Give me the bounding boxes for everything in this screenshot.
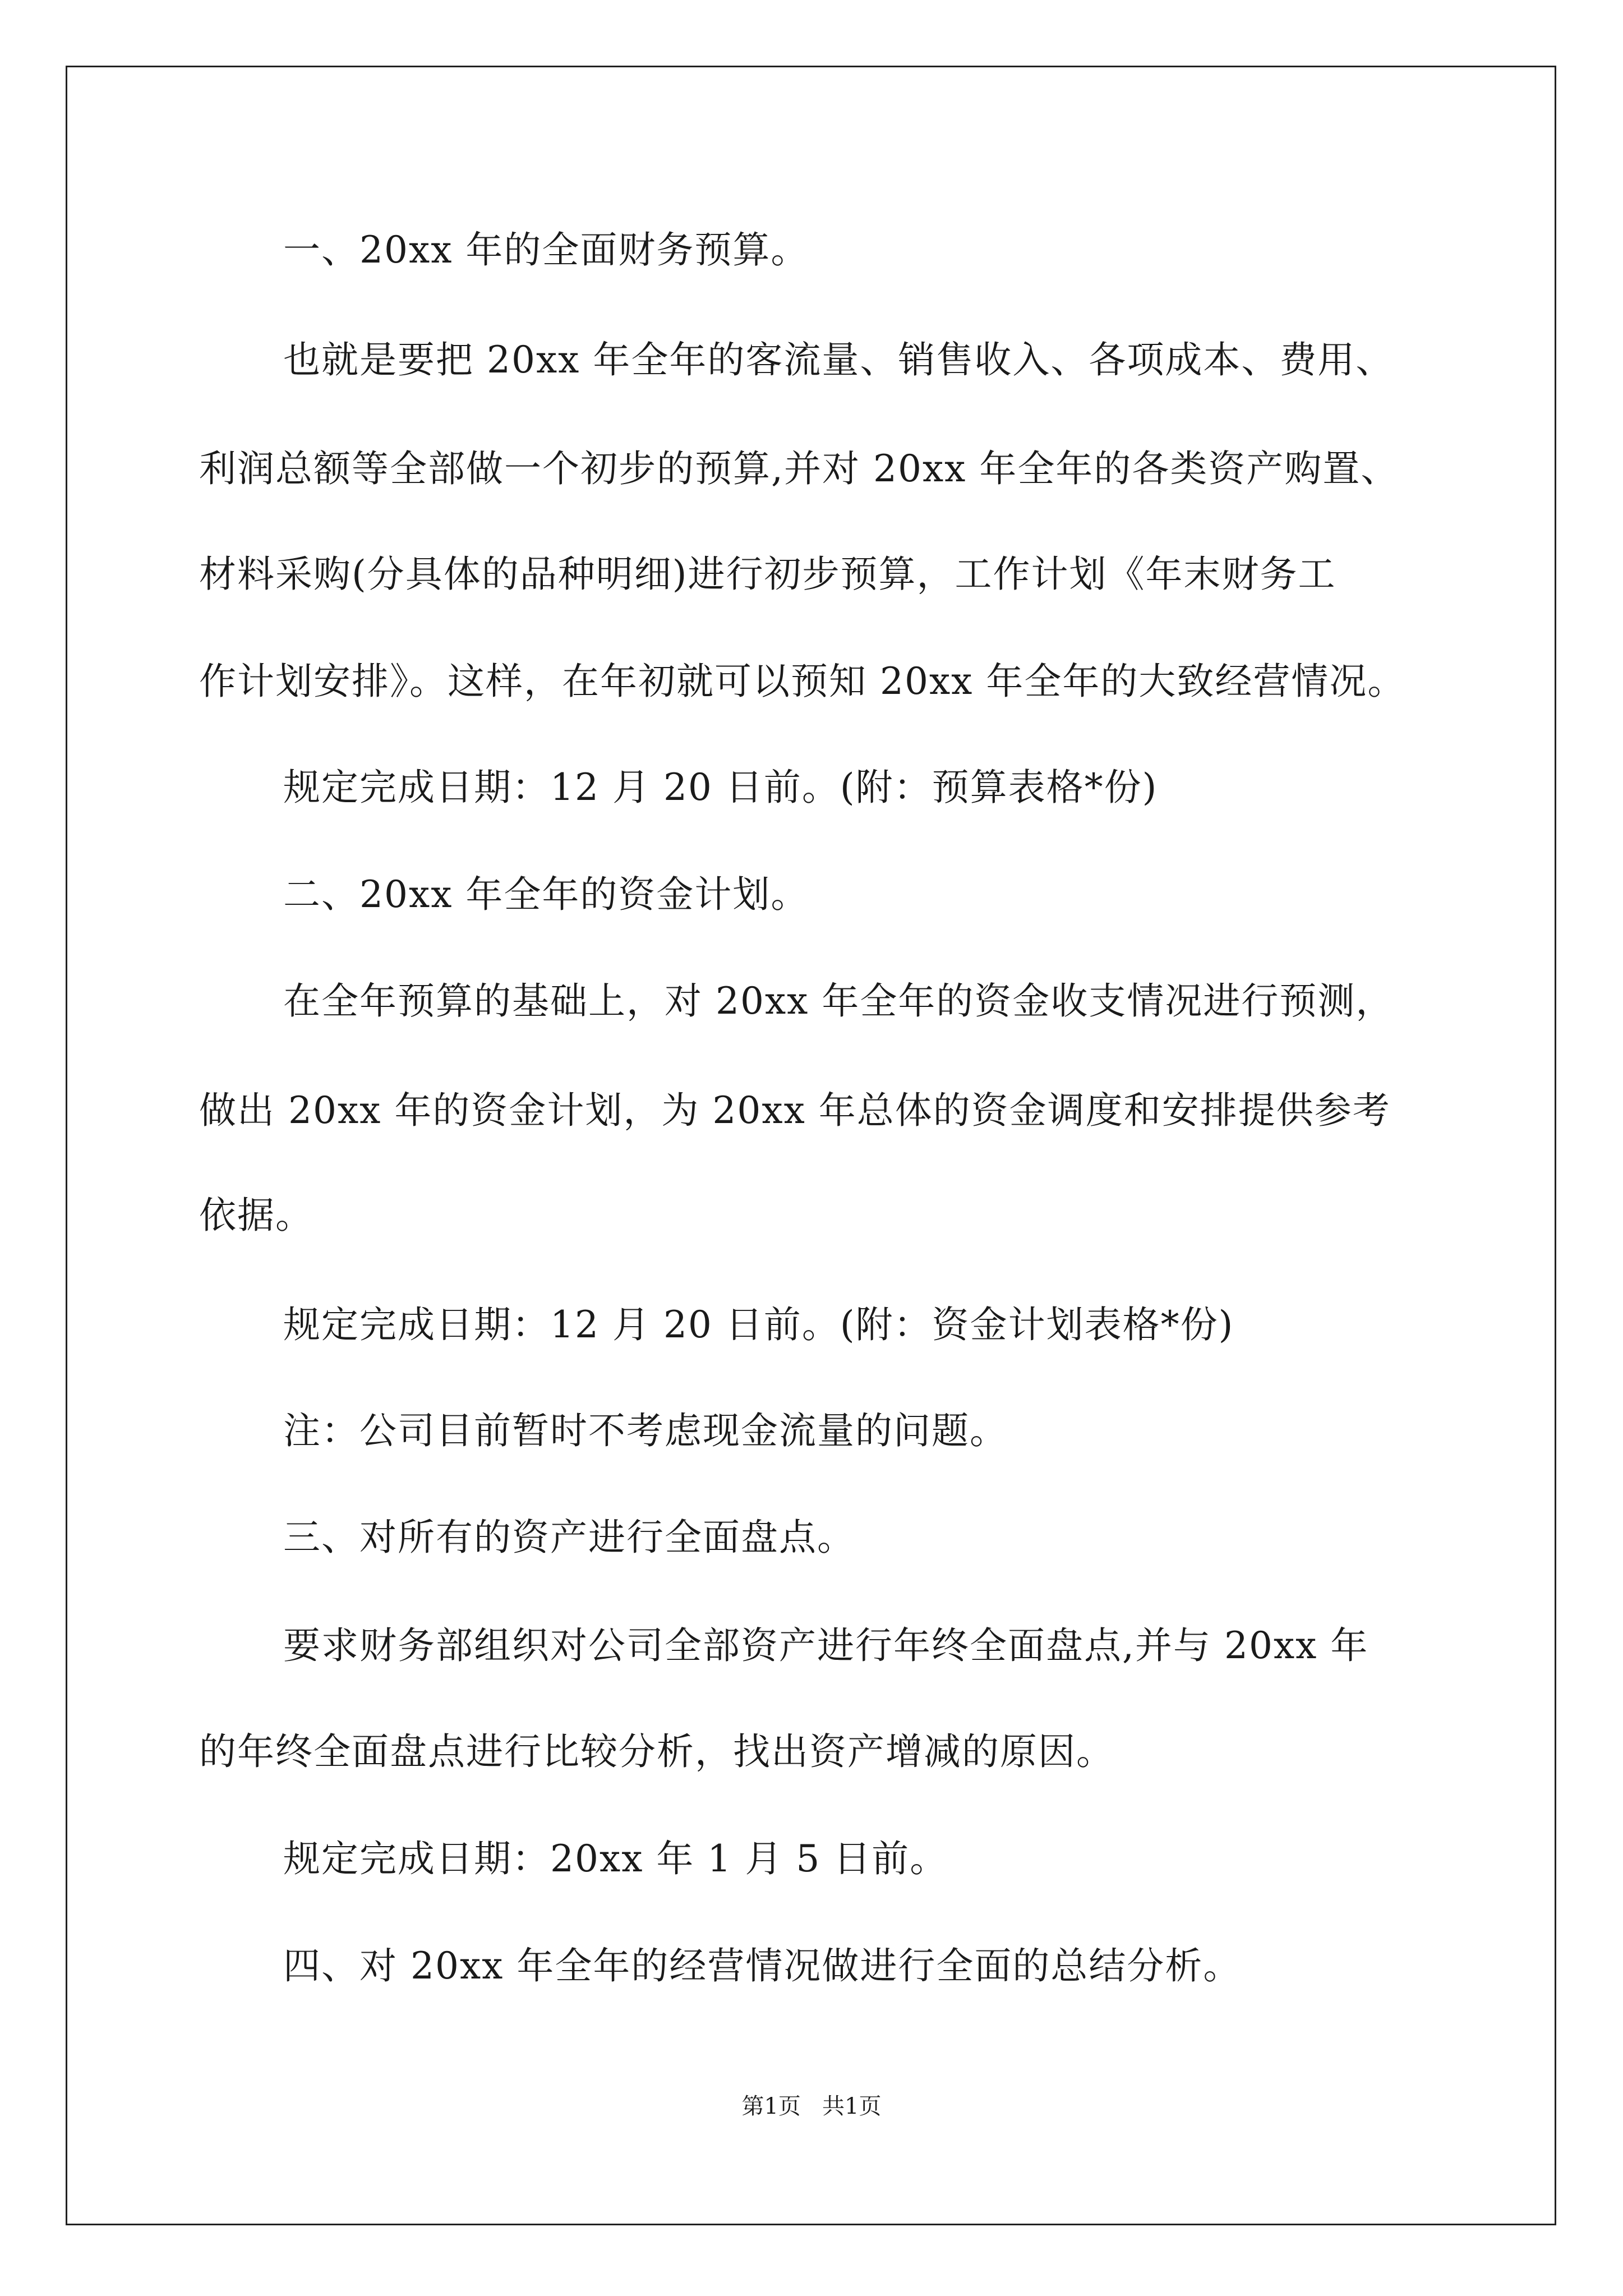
paragraph-2-line-2: 做出 20xx 年的资金计划，为 20xx 年总体的资金调度和安排提供参考 [199, 1089, 1391, 1132]
note: 注：公司目前暂时不考虑现金流量的问题。 [283, 1409, 1008, 1452]
paragraph-1-line-4: 作计划安排》。这样，在年初就可以预知 20xx 年全年的大致经营情况。 [199, 660, 1406, 703]
deadline-1: 规定完成日期：12 月 20 日前。(附：预算表格*份) [283, 766, 1158, 809]
paragraph-2-line-1: 在全年预算的基础上，对 20xx 年全年的资金收支情况进行预测， [283, 979, 1394, 1023]
paragraph-1-line-1: 也就是要把 20xx 年全年的客流量、销售收入、各项成本、费用、 [283, 338, 1394, 381]
paragraph-1-line-2: 利润总额等全部做一个初步的预算,并对 20xx 年全年的各类资产购置、 [199, 447, 1399, 490]
section-1-heading: 一、20xx 年的全面财务预算。 [283, 228, 809, 272]
paragraph-3-line-1: 要求财务部组织对公司全部资产进行年终全面盘点,并与 20xx 年 [283, 1624, 1369, 1667]
section-4-heading: 四、对 20xx 年全年的经营情况做进行全面的总结分析。 [283, 1944, 1242, 1987]
page-border [66, 66, 1556, 2225]
page-footer: 第1页 共1页 [741, 2093, 882, 2119]
section-2-heading: 二、20xx 年全年的资金计划。 [283, 873, 809, 916]
deadline-3: 规定完成日期：20xx 年 1 月 5 日前。 [283, 1837, 948, 1880]
paragraph-3-line-2: 的年终全面盘点进行比较分析，找出资产增减的原因。 [199, 1730, 1114, 1773]
paragraph-1-line-3: 材料采购(分具体的品种明细)进行初步预算，工作计划《年末财务工 [199, 553, 1336, 596]
paragraph-2-line-3: 依据。 [199, 1194, 313, 1237]
deadline-2: 规定完成日期：12 月 20 日前。(附：资金计划表格*份) [283, 1303, 1234, 1346]
section-3-heading: 三、对所有的资产进行全面盘点。 [283, 1516, 855, 1559]
